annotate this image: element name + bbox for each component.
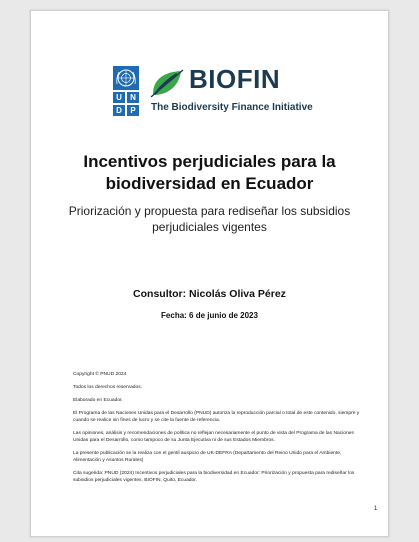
undp-letter: U [113,92,125,103]
rights-text: Todos los derechos reservados. [73,385,143,390]
biofin-tagline: The Biodiversity Finance Initiative [151,102,313,113]
document-subtitle [41,203,378,235]
page-number: 1 [374,506,378,512]
title-line: biodiversidad en Ecuador [105,174,314,193]
made-in-text: Elaborado en Ecuador. [73,398,123,403]
un-emblem-icon [113,66,139,90]
consultant-name: Consultor: Nicolás Oliva Pérez [133,288,286,300]
sponsor-text: La presente publicación se la realiza con el gentil auspicio de UK-DEFRA (Departamento del Reino Unido para el Ambiente, Alimentación y Asuntos Rurales) [73,451,342,463]
subtitle-line: perjudiciales vigentes [152,220,267,234]
copyright-text: Copyright © PNUD 2024 [73,372,127,377]
undp-letter: P [127,105,139,116]
undp-letters [113,92,139,116]
disclaimer-text: Las opiniones, análisis y recomendaciones de política no reflejan necesariamente el punto de vista del Programa de las Naciones Unidas para el Desarrollo, como tampoco de su Junta Ejecutiva ni de sus Estados Miembros. [73,431,354,443]
logo-bar [113,66,353,126]
biofin-leaf-icon [149,68,185,98]
subtitle-line: Priorización y propuesta para rediseñar los subsidios [68,204,351,218]
authorization-text: El Programa de las Naciones Unidas para el Desarrollo (PNUD) autoriza la reproducción parcial o total de este contenido, siempre y cuando se realice sin fines de lucro y se cite la fuente de referencia. [73,411,360,423]
undp-letter: D [113,105,125,116]
biofin-wordmark: BIOFIN [189,64,281,94]
document-page [30,10,389,537]
title-line: Incentivos perjudiciales para la [83,152,336,171]
undp-letter: N [127,92,139,103]
document-title [41,151,378,195]
undp-logo [113,66,139,116]
document-date: Fecha: 6 de junio de 2023 [161,311,258,320]
legal-notice [73,371,363,490]
citation-text: Cita sugerida: PNUD (2024) Incentivos perjudiciales para la biodiversidad en Ecuador: Priorización y propuesta para rediseñar los subsidios perjudiciales vigentes. BIOFIN. Quito, Ecuador. [73,471,355,483]
